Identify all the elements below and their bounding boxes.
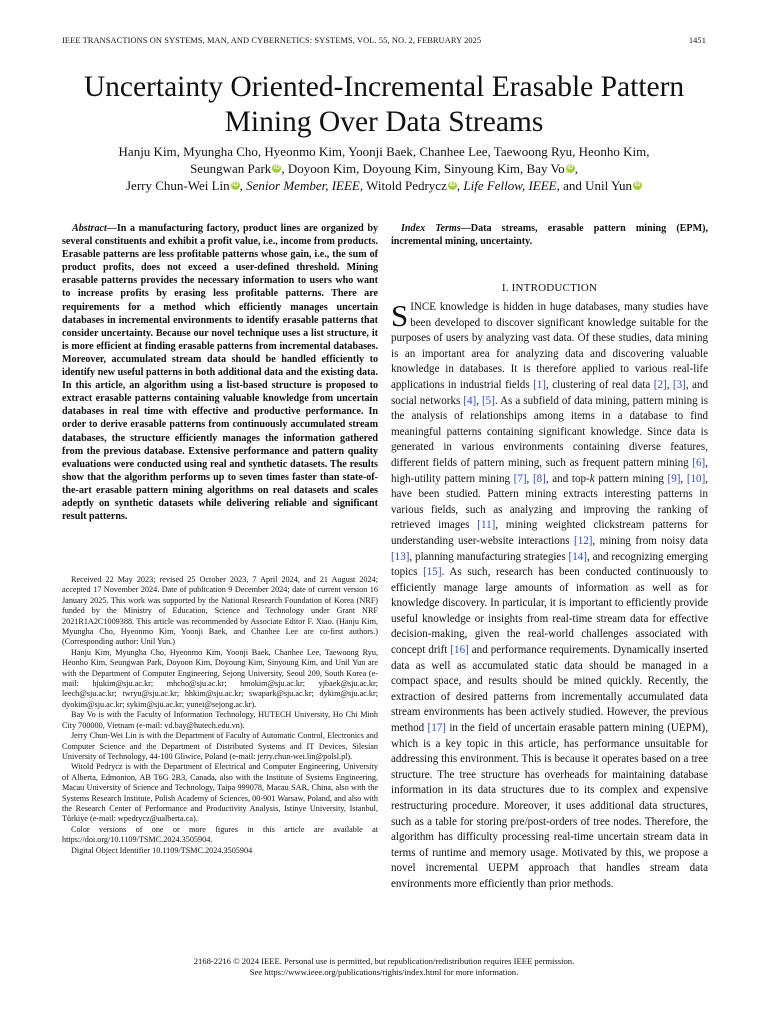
intro-text: . As such, research has been conducted continuously to efficiently manage large amounts of information as well as for knowledge discovery. In particular, it is important to efficiently provide useful knowledge or insights from real-time stream data for effective decision-making, given the real-world challenges associated with concept drift [391,566,708,657]
section-title-rest: NTRODUCTION [515,282,598,294]
author-names: , Doyoon Kim, Doyoung Kim, Sinyoung Kim, Bay Vo [281,161,565,176]
footnote-affiliation-hutech: Bay Vo is with the Faculty of Information Technology, HUTECH University, Ho Chi Minh City 700000, Vietnam (e-mail: vd.bay@hutech.edu.vn). [62,710,378,730]
journal-header: IEEE TRANSACTIONS ON SYSTEMS, MAN, AND CYBERNETICS: SYSTEMS, VOL. 55, NO. 2, FEBRUARY 2025 [62,36,482,45]
intro-text: , and top- [545,472,590,485]
intro-text: , mining weighted clickstream patterns for understanding user-website interactions [391,519,708,547]
left-column [62,222,378,523]
abstract-label: Abstract [72,223,107,234]
index-terms [391,222,708,248]
citation-link[interactable]: [11] [477,519,496,532]
intro-text: in the field of uncertain erasable pattern mining (UEPM), which is a key topic in this article, has performance unsuitable for addressing this environment. This is because it operates based on a tree structure. The tree structure has overheads for maintaining database information in its data structures due to its complex and expensive restructuring procedure. Moreover, it uses additional data structures, such as a table for storing pre/post-orders of tree nodes. Therefore, the algorithm has difficulty processing real-time uncertain stream data in terms of runtime and memory usage. Motivated by this, we propose a novel incremental UEPM approach that handles stream data environments more efficiently than prior methods. [391,722,709,890]
intro-text: , clustering of real data [546,378,654,391]
intro-text: , have been studied. Pattern mining extracts interesting patterns in various fields, such as analyzing and improving the ranking of retrieved images [391,472,709,532]
index-terms-label: Index Terms [401,223,461,234]
intro-lead-word: INCE [410,301,437,313]
abstract-text: —In a manufacturing factory, product lines are organized by several constituents and exhibit a profit value, i.e., income from products. Erasable patterns are less profitable patterns whose gain, i.e., the sum of product profits, does not exceed a user-defined threshold. Mining erasable patterns provides the necessary information to users who want to increase profits by erasing less profitable patterns. There are requirements for a method which efficiently manages uncertain databases in incremental environments to identify erasable patterns that consider uncertainty. Because our novel technique uses a list structure, it is more efficient at finding erasable patterns from incremental databases. Moreover, accumulated stream data should be handled efficiently to identify new useful patterns in both additional data and the existing data. In this article, an algorithm using a list-based structure is proposed to extract erasable patterns containing valuable knowledge from uncertain databases in real time with effective and productive performance. In order to derive erasable patterns from continuously accumulated stream databases, the structure efficiently manages the information gathered from the previous database. Extensive performance and pattern quality evaluations were conducted using real and synthetic datasets. The results show that the algorithm performs up to seven times faster than state-of-the-art erasable pattern mining algorithms on real datasets and scales adeptly on synthetic datasets while delivering reliable and significant result patterns. [62,223,378,523]
author-line-1: Hanju Kim, Myungha Cho, Hyeonmo Kim, Yoonji Baek, Chanhee Lee, Taewoong Ryu, Heonho Kim, [118,144,650,159]
author-name: , and Unil Yun [556,178,632,193]
citation-link[interactable]: [5] [482,394,495,407]
citation-link[interactable]: [17] [427,722,446,735]
orcid-icon[interactable]: iD [449,182,456,188]
right-column [391,222,708,248]
intro-text: , [680,472,687,485]
author-line-2: Seungwan Park iD , Doyoon Kim, Doyoung Kim, Sinyoung Kim, Bay Vo iD , [190,161,578,176]
rights-link-line: See https://www.ieee.org/publications/rights/index.html for more information. [249,967,519,977]
title-line-1: Uncertainty Oriented-Incremental Erasable Pattern [83,71,685,103]
citation-link[interactable]: [2] [653,378,667,391]
intro-text: , and social networks [391,378,708,407]
footnote-color-versions: Color versions of one or more figures in this article are available at https://doi.org/10.1109/TSMC.2024.3505904. [62,824,378,845]
author-name: Seungwan Park [190,161,272,176]
citation-link[interactable]: [12] [574,534,593,547]
section-number: I. [501,282,509,294]
citation-link[interactable]: [3] [672,378,686,391]
intro-text: pattern mining [594,472,668,485]
footnote-doi: Digital Object Identifier 10.1109/TSMC.2024.3505904 [71,845,253,855]
intro-text: , and recognizing emerging topics [391,550,708,579]
intro-text: knowledge is hidden in huge databases, many studies have been developed to discover significant knowledge suitable for the purposes of users by analyzing vast data. Of these studies, data mining is an important area for analyzing data and discovering valuable knowledge in databases. It is therefore applied to various real-life applications in industrial fields [391,301,708,391]
drop-cap: S [391,298,409,333]
footnote-affiliation-sejong: Hanju Kim, Myungha Cho, Hyeonmo Kim, Yoonji Baek, Chanhee Lee, Taewoong Ryu, Heonho Kim, Seungwan Park, Doyoon Kim, Doyoung Kim, Sinyoung Kim, and Unil Yun are with the Department of Computer Engineering, Sejong University, Seoul 209, South Korea (e-mail: hjukim@sju.ac.kr; mhcho@sju.ac.kr; hmokim@sju.ac.kr; yjbaek@sju.ac.kr; leech@sju.ac.kr; twryu@sju.ac.kr; hhkim@sju.ac.kr; swapark@sju.ac.kr; dykim@sju.ac.kr; dyokim@sju.ac.kr; sykim@sju.ac.kr; yunei@sejong.ac.kr). [62,647,378,709]
italic-variable: k [589,472,595,485]
intro-text: , mining from noisy data [592,534,709,547]
intro-paragraph [391,300,708,893]
introduction-body [391,300,708,893]
intro-text: , [526,472,533,485]
intro-text: , planning manufacturing strategies [409,550,569,563]
copyright-line: 2168-2216 © 2024 IEEE. Personal use is permitted, but republication/redistribution requires IEEE permission. [193,956,575,966]
title-line-2: Mining Over Data Streams [224,106,544,138]
orcid-icon[interactable]: iD [273,165,280,171]
abstract [62,222,378,523]
author-membership: Life Fellow, IEEE [463,178,557,193]
section-heading-introduction [391,282,708,294]
footnote-affiliation-alberta: Witold Pedrycz is with the Department of Electrical and Computer Engineering, University of Alberta, Edmonton, AB T6G 2R3, Canada, also with the Institute of Systems Engineering, Macau University of Science and Technology, Taipa 999078, Macau SAR, China, also with the Systems Research Institute, Polish Academy of Sciences, 00-901 Warsaw, Poland, and also with the Research Center of Performance and Productivity Analysis, Istinye University, Istanbul, Türkiye (e-mail: wpedrycz@ualberta.ca). [62,762,378,824]
citation-link[interactable]: [9] [667,472,681,485]
citation-link[interactable]: [1] [533,378,546,391]
author-membership: Senior Member, IEEE [246,178,360,193]
citation-link[interactable]: [7] [513,472,527,485]
citation-link[interactable]: [16] [450,644,469,657]
paper-title [40,70,728,140]
intro-text: , [666,378,673,391]
footnote-received: Received 22 May 2023; revised 25 October 2023, 7 April 2024, and 21 August 2024; accepted 17 November 2024. Date of publication 9 December 2024; date of current version 16 January 2025. This work was supported by the National Research Foundation of Korea (NRF) funded by the Ministry of Education, Science and Technology under Grant NRF 2021R1A2C1009388. This article was recommended by Associate Editor F. Xiao. (Hanju Kim, Myungha Cho, Hyeonmo Kim, Yoonji Baek, and Chanhee Lee are co-first authors.) (Corresponding author: Unil Yun.) [62,575,378,647]
author-name: , Witold Pedrycz [359,178,447,193]
author-line-3: Jerry Chun-Wei Lin iD , Senior Member, IEEE, Witold Pedrycz iD , Life Fellow, IEEE, and Unil Yun iD [126,178,641,193]
citation-link[interactable]: [10] [686,472,706,485]
citation-link[interactable]: [6] [692,456,706,469]
orcid-icon[interactable]: iD [634,182,641,188]
citation-link[interactable]: [8] [532,472,546,485]
footnotes [62,575,378,856]
footnote-affiliation-silesian: Jerry Chun-Wei Lin is with the Department of Faculty of Automatic Control, Electronics and Computer Science and the Department of Distributed Systems and IT Devices, Silesian University of Technology, 44-100 Gliwice, Poland (e-mail: jerry.chun-wei.lin@polsl.pl). [62,731,378,761]
author-name: Jerry Chun-Wei Lin [126,178,230,193]
orcid-icon[interactable]: iD [567,165,574,171]
intro-text: , [476,394,482,407]
running-head [62,36,706,48]
author-list [40,143,728,194]
citation-link[interactable]: [14] [568,550,587,563]
page-number: 1451 [688,36,706,45]
index-terms-text: —Data streams, erasable pattern mining (EPM), incremental mining, uncertainty. [391,223,708,248]
intro-text: and performance requirements. Dynamically inserted data as well as accumulated static data should be managed in a compact space, and results should be mined quickly. Recently, the extraction of desired patterns from incrementally accumulated data stream environments has been actively studied. However, the previous method [391,644,708,735]
section-title-first: I [511,282,516,294]
citation-link[interactable]: [4] [463,394,477,407]
intro-text: , high-utility pattern mining [391,456,708,485]
orcid-icon[interactable]: iD [232,182,239,188]
copyright-footer [40,956,728,978]
citation-link[interactable]: [13] [391,550,410,563]
citation-link[interactable]: [15] [423,566,442,579]
intro-text: . As a subfield of data mining, pattern mining is the analysis of relationships among items in a database to find meaningful patterns containing significant knowledge. Since data is generated in various environments containing diverse features, different fields of pattern mining, such as frequent pattern mining [391,394,709,469]
